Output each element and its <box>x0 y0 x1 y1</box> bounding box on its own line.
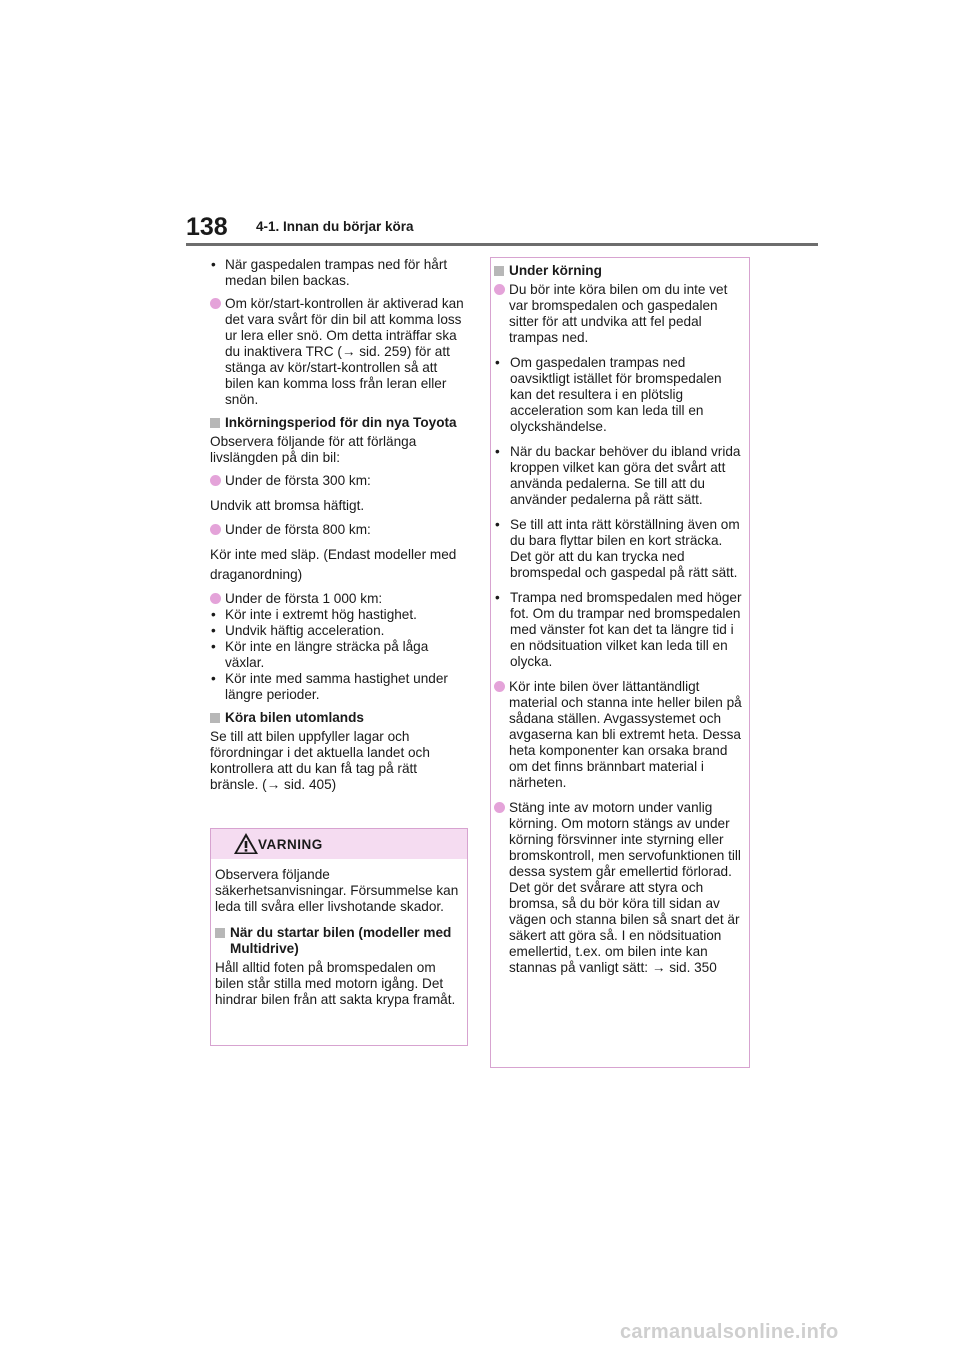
warning-triangle-icon <box>233 831 259 855</box>
header-rule <box>186 243 818 246</box>
square-bullet-icon <box>215 928 225 938</box>
list-item: • Kör inte en längre sträcka på låga växlar. <box>211 639 429 670</box>
list-item: Stäng inte av motorn under vanlig körning. Om motorn stängs av under körning försvinner inte styrning eller bromskontroll, men servofunktionen till dessa system går emellertid förlorad. Det gör det svårare att styra och bromsa, så du bör köra till sidan av vägen och stanna bilen så snart det är säkert att göra så. I en nödsituation emellertid, t.ex. om bilen inte kan stannas på vanligt sätt: → sid. 350 <box>494 800 746 976</box>
section-title: 4-1. Innan du börjar köra <box>256 219 414 234</box>
list-item: • Kör inte i extremt hög hastighet. <box>211 607 417 622</box>
bullet-icon <box>494 802 505 813</box>
page-header <box>0 0 960 250</box>
list-item: • Se till att inta rätt körställning även om du bara flyttar bilen en kort sträcka. Det gör att du kan trycka ned bromspedal och gaspedal på rätt sätt. <box>495 517 740 580</box>
warning-continued-box <box>490 257 750 1068</box>
list-item: Under de första 800 km: <box>210 522 468 538</box>
list-item: • Trampa ned bromspedalen med höger fot. Om du trampar ned bromspedalen med vänster fot kan det ta längre tid i en nödsituation vilket kan leda till en olycka. <box>495 590 742 669</box>
list-item: • Undvik häftig acceleration. <box>211 623 385 638</box>
page-number: 138 <box>186 213 228 241</box>
square-bullet-icon <box>210 713 220 723</box>
list-item: Om kör/start-kontrollen är aktiverad kan det vara svårt för din bil att komma loss ur lera eller snö. Om detta inträffar ska du inaktivera TRC (→ sid. 259) för att stänga av kör/start-kontrollen så att bilen kan komma loss från leran eller snön. <box>210 296 468 408</box>
list-item: • Kör inte med samma hastighet under längre perioder. <box>211 671 448 702</box>
square-bullet-icon <box>494 266 504 276</box>
subsection-heading: Under körning <box>494 263 746 279</box>
list-item: • När gaspedalen trampas ned för hårt medan bilen backas. <box>211 257 448 288</box>
warning-box <box>210 828 468 1046</box>
subsection-heading: Köra bilen utomlands <box>210 710 468 726</box>
bullet-icon <box>210 298 221 309</box>
subsection-heading: Inkörningsperiod för din nya Toyota <box>210 415 468 431</box>
warning-title: VARNING <box>258 837 323 852</box>
paragraph: Observera följande för att förlänga livslängden på din bil: <box>210 434 417 465</box>
bullet-icon <box>210 475 221 486</box>
list-item: Du bör inte köra bilen om du inte vet var bromspedalen och gaspedalen sitter för att undvika att fel pedal trampas ned. <box>494 282 746 346</box>
bullet-icon <box>210 524 221 535</box>
paragraph: Kör inte med släp. (Endast modeller med draganordning) <box>210 547 457 582</box>
list-item: • Om gaspedalen trampas ned oavsiktligt istället för bromspedalen kan det resultera i en plötslig acceleration som kan leda till en olyckshändelse. <box>495 355 722 434</box>
warning-header <box>211 829 467 859</box>
left-column <box>210 257 468 800</box>
warning-body <box>215 867 463 1015</box>
paragraph: Håll alltid foten på bromspedalen om bilen står stilla med motorn igång. Det hindrar bilen från att sakta krypa framåt. <box>215 960 456 1007</box>
paragraph: Observera följande säkerhetsanvisningar. Försummelse kan leda till svåra eller livshotande skador. <box>215 867 459 914</box>
bullet-icon <box>494 284 505 295</box>
paragraph: Undvik att bromsa häftigt. <box>210 498 365 513</box>
list-item: Under de första 300 km: <box>210 473 468 489</box>
right-column <box>494 263 746 985</box>
bullet-icon <box>210 593 221 604</box>
paragraph: Se till att bilen uppfyller lagar och förordningar i det aktuella landet och kontrollera att du kan få tag på rätt bränsle. (→ sid. 405) <box>210 729 430 792</box>
square-bullet-icon <box>210 418 220 428</box>
watermark: carmanualsonline.info <box>620 1321 839 1343</box>
list-item: Under de första 1 000 km: <box>210 591 468 607</box>
list-item: • När du backar behöver du ibland vrida kroppen vilket kan göra det svårt att använda pedalerna. Se till att du använder pedalerna på rätt sätt. <box>495 444 741 507</box>
list-item: Kör inte bilen över lättantändligt material och stanna inte heller bilen på sådana ställen. Avgassystemet och avgaserna kan bli extremt heta. Dessa heta komponenter kan orsaka brand om det finns brännbart material i närheten. <box>494 679 746 791</box>
bullet-icon <box>494 681 505 692</box>
subsection-heading: När du startar bilen (modeller med Multidrive) <box>215 925 463 957</box>
